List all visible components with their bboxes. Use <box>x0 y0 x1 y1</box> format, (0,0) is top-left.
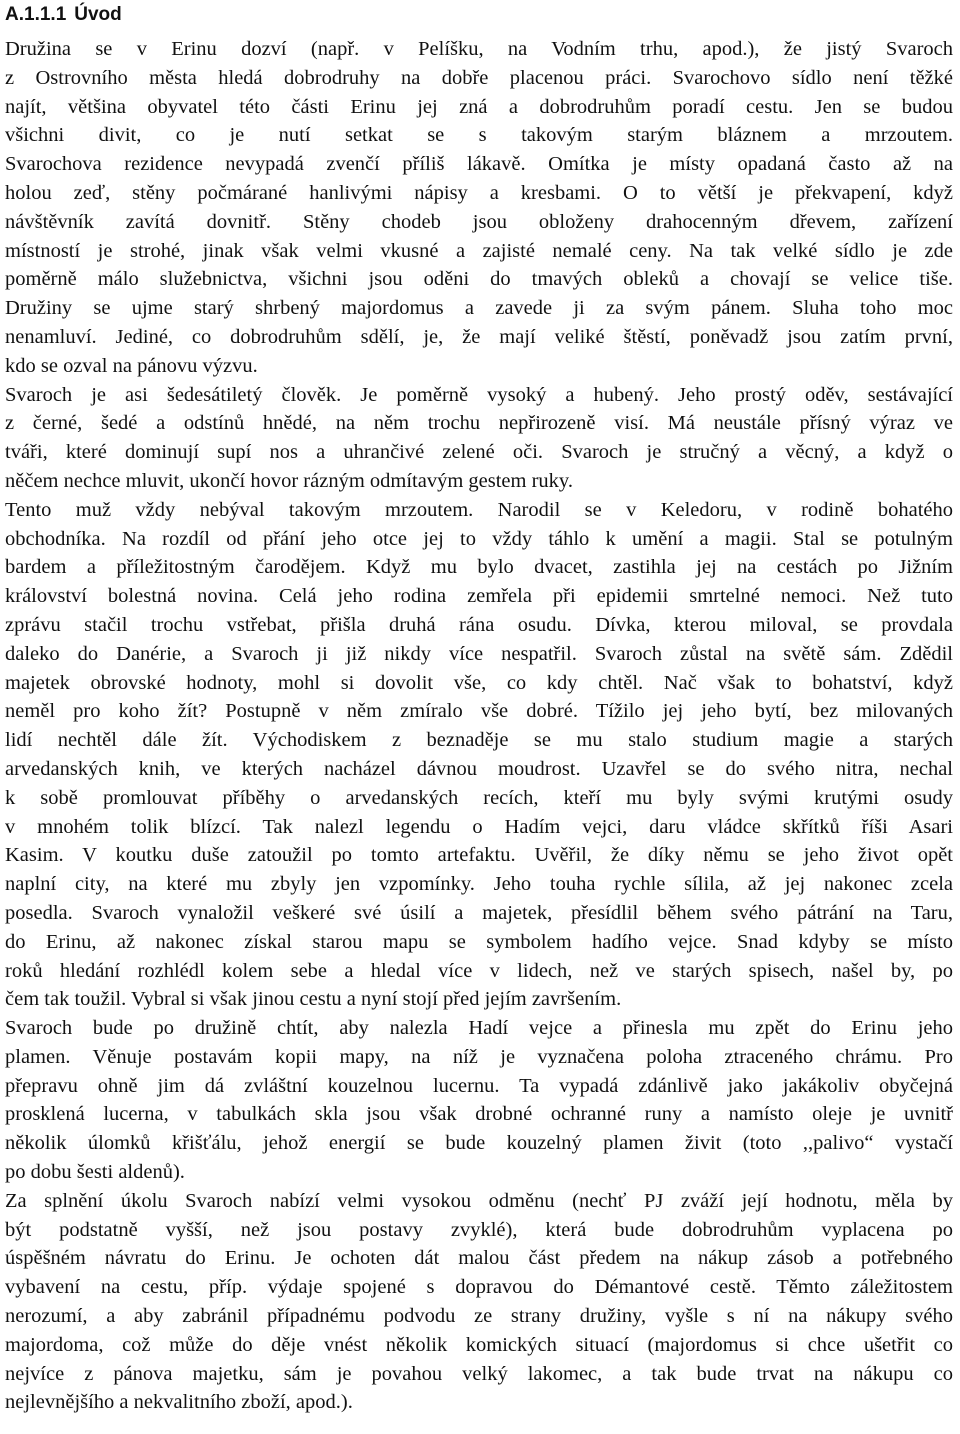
text-line: několik úlomků křišťálu, jehož energií se bude kouzelný plamen živit (toto ,,palivo“ vystačí <box>5 1132 953 1155</box>
text-line: posedla. Svaroch vynaložil veškeré své úsilí a majetek, přesídlil během svého pátrání na Taru, <box>5 901 953 924</box>
text-line: k sobě promlouvat příběhy o arvedanských recích, kteří mu byly svými krutými osudy <box>5 786 953 809</box>
text-line: plamen. Věnuje postavám kopii mapy, na níž je vyznačena poloha ztraceného chrámu. Pro <box>5 1045 953 1068</box>
document-page <box>5 0 953 1417</box>
paragraph <box>5 496 953 1014</box>
text-line: tváři, které dominují supí nos a uhrančivé zelené oči. Svaroch je stručný a věcný, a když o <box>5 441 953 464</box>
text-line: Družina se v Erinu dozví (např. v Pelíšku, na Vodním trhu, apod.), že jistý Svaroch <box>5 38 953 60</box>
text-line: kdo se ozval na pánovu výzvu. <box>5 354 258 377</box>
paragraph <box>5 1014 953 1187</box>
text-line: Svaroch je asi šedesátiletý člověk. Je poměrně vysoký a hubený. Jeho prostý oděv, sestávající <box>5 383 953 406</box>
section-title: Úvod <box>74 4 122 25</box>
text-line: majetek obrovské hodnoty, mohl si dovolit vše, co kdy chtěl. Nač však to bohatství, když <box>5 671 953 694</box>
text-line: roků hledání rozhlédl kolem sebe a hledal více v lidech, než ve starých spisech, našel by, po <box>5 959 953 982</box>
section-number: A.1.1.1 <box>5 4 67 25</box>
text-line: nenamluví. Jediné, co dobrodruhům sdělí, je, že mají veliké štěstí, poněvadž jsou zatím první, <box>5 325 953 348</box>
text-line: návštěvník zavítá dovnitř. Stěny chodeb jsou obloženy drahocenným dřevem, zařízení <box>5 210 953 233</box>
text-line: Družiny se ujme starý shrbený majordomus a zavede ji za svým pánem. Sluha toho moc <box>5 297 953 320</box>
text-line: být podstatně vyšší, než jsou postavy zvyklé), která bude dobrodruhům vyplacena po <box>5 1218 953 1241</box>
text-line: úspěšném návratu do Erinu. Je ochoten dát malou část předem na nákup zásob a potřebného <box>5 1247 953 1270</box>
text-line: všichni divit, co je nutí setkat se s takovým starým bláznem a mrzoutem. <box>5 124 953 147</box>
text-line: něčem nechce mluvit, ukončí hovor rázným odmítavým gestem ruky. <box>5 469 573 492</box>
text-line: Svaroch bude po družině chtít, aby nalezla Hadí vejce a přinesla mu zpět do Erinu jeho <box>5 1017 953 1040</box>
text-line: bardem a příležitostným čarodějem. Když mu bylo dvacet, zastihla jej na cestách po Jižním <box>5 556 953 579</box>
text-line: v mnohém tolik blízcí. Tak nalezl legendu o Hadím vejci, daru vládce skřítků říši Asari <box>5 815 953 838</box>
text-line: nejlevnějšího a nekvalitního zboží, apod.). <box>5 1391 353 1414</box>
text-line: arvedanských knih, ve kterých nacházel dávnou moudrost. Uzavřel se do svého nitra, nechal <box>5 757 953 780</box>
text-line: místností je strohé, jinak však velmi vkusné a zajisté nemalé ceny. Na tak velké sídlo je zde <box>5 239 953 262</box>
text-line: prosklená lucerna, v tabulkách skla jsou však drobné ochranné runy a namísto oleje je uvnitř <box>5 1103 953 1126</box>
text-line: naplní city, na které mu zbyly jen vzpomínky. Jeho touha rychle sílila, až jej nakonec zcela <box>5 873 953 896</box>
text-line: nejvíce z pánova majetku, sám je povahou velký lakomec, a tak bude trvat na nákupu co <box>5 1362 953 1385</box>
text-line: čem tak toužil. Vybral si však jinou cestu a nyní stojí před jejím završením. <box>5 988 622 1011</box>
text-line: vybavení na cestu, příp. výdaje spojené s dopravou do Démantové cestě. Těmto záležitostem <box>5 1276 953 1299</box>
text-line: neměl pro koho žít? Postupně v něm zmíralo vše dobré. Tížilo jej jeho bytí, bez milovaných <box>5 700 953 723</box>
paragraph <box>5 35 953 381</box>
text-line: Kasim. V koutku duše zatoužil po tomto artefaktu. Uvěřil, že díky němu se jeho život opět <box>5 844 953 867</box>
text-line: z černé, šedé a odstínů hnědé, na něm trochu nepřirozeně visí. Má neustále přísný výraz ve <box>5 412 953 435</box>
paragraph <box>5 381 953 496</box>
text-line: holou zeď, stěny počmárané hanlivými nápisy a kresbami. O to větší je překvapení, když <box>5 181 953 204</box>
text-line: obchodníka. Na rozdíl od přání jeho otce jej to vždy táhlo k umění a magii. Stal se potulným <box>5 527 953 550</box>
text-line: nerozumí, a aby zabránil případnému podvodu ze strany družiny, vyšle s ní na nákupy svého <box>5 1305 953 1328</box>
text-line: najít, většina obyvatel této části Erinu jej zná a dobrodruhům poradí cestu. Jen se budou <box>5 95 953 118</box>
text-line: království bolestná novina. Celá jeho rodina zemřela při epidemii smrtelné nemoci. Než tuto <box>5 585 953 608</box>
document-body <box>5 35 953 1417</box>
text-line: zprávu stačil trochu vstřebat, přišla druhá rána osudu. Dívka, kterou miloval, se provdala <box>5 613 953 636</box>
text-line: lidí nechtěl dále žít. Východiskem z beznaděje se mu stalo studium magie a starých <box>5 729 953 752</box>
text-line: do Erinu, až nakonec získal starou mapu se symbolem hadího vejce. Snad kdyby se místo <box>5 930 953 953</box>
text-line: Svarochova rezidence nevypadá zvenčí příliš lákavě. Omítka je místy opadaná často až na <box>5 153 953 176</box>
text-line: majordoma, což může do děje vnést několik komických situací (majordomus si chce ušetřit co <box>5 1333 953 1356</box>
text-line: daleko do Danérie, a Svaroch ji již nikdy více nespatřil. Svaroch zůstal na světě sám. Zdědil <box>5 642 953 665</box>
paragraph <box>5 1187 953 1417</box>
text-line: poměrně málo služebnictva, všichni jsou oděni do tmavých obleků a chovají se velice tiše. <box>5 268 953 291</box>
text-line: Tento muž vždy nebýval takovým mrzoutem. Narodil se v Keledoru, v rodině bohatého <box>5 498 953 521</box>
text-line: po dobu šesti aldenů). <box>5 1161 185 1184</box>
text-line: Za splnění úkolu Svaroch nabízí velmi vysokou odměnu (nechť PJ zváží její hodnotu, měla by <box>5 1189 953 1212</box>
text-line: z Ostrovního města hledá dobrodruhy na dobře placenou práci. Svarochovo sídlo není těžké <box>5 66 953 89</box>
section-heading <box>5 0 953 29</box>
text-line: přepravu ohně jim dá zvláštní kouzelnou lucernu. Ta vypadá zdánlivě jako jakákoliv obyčejná <box>5 1074 953 1097</box>
